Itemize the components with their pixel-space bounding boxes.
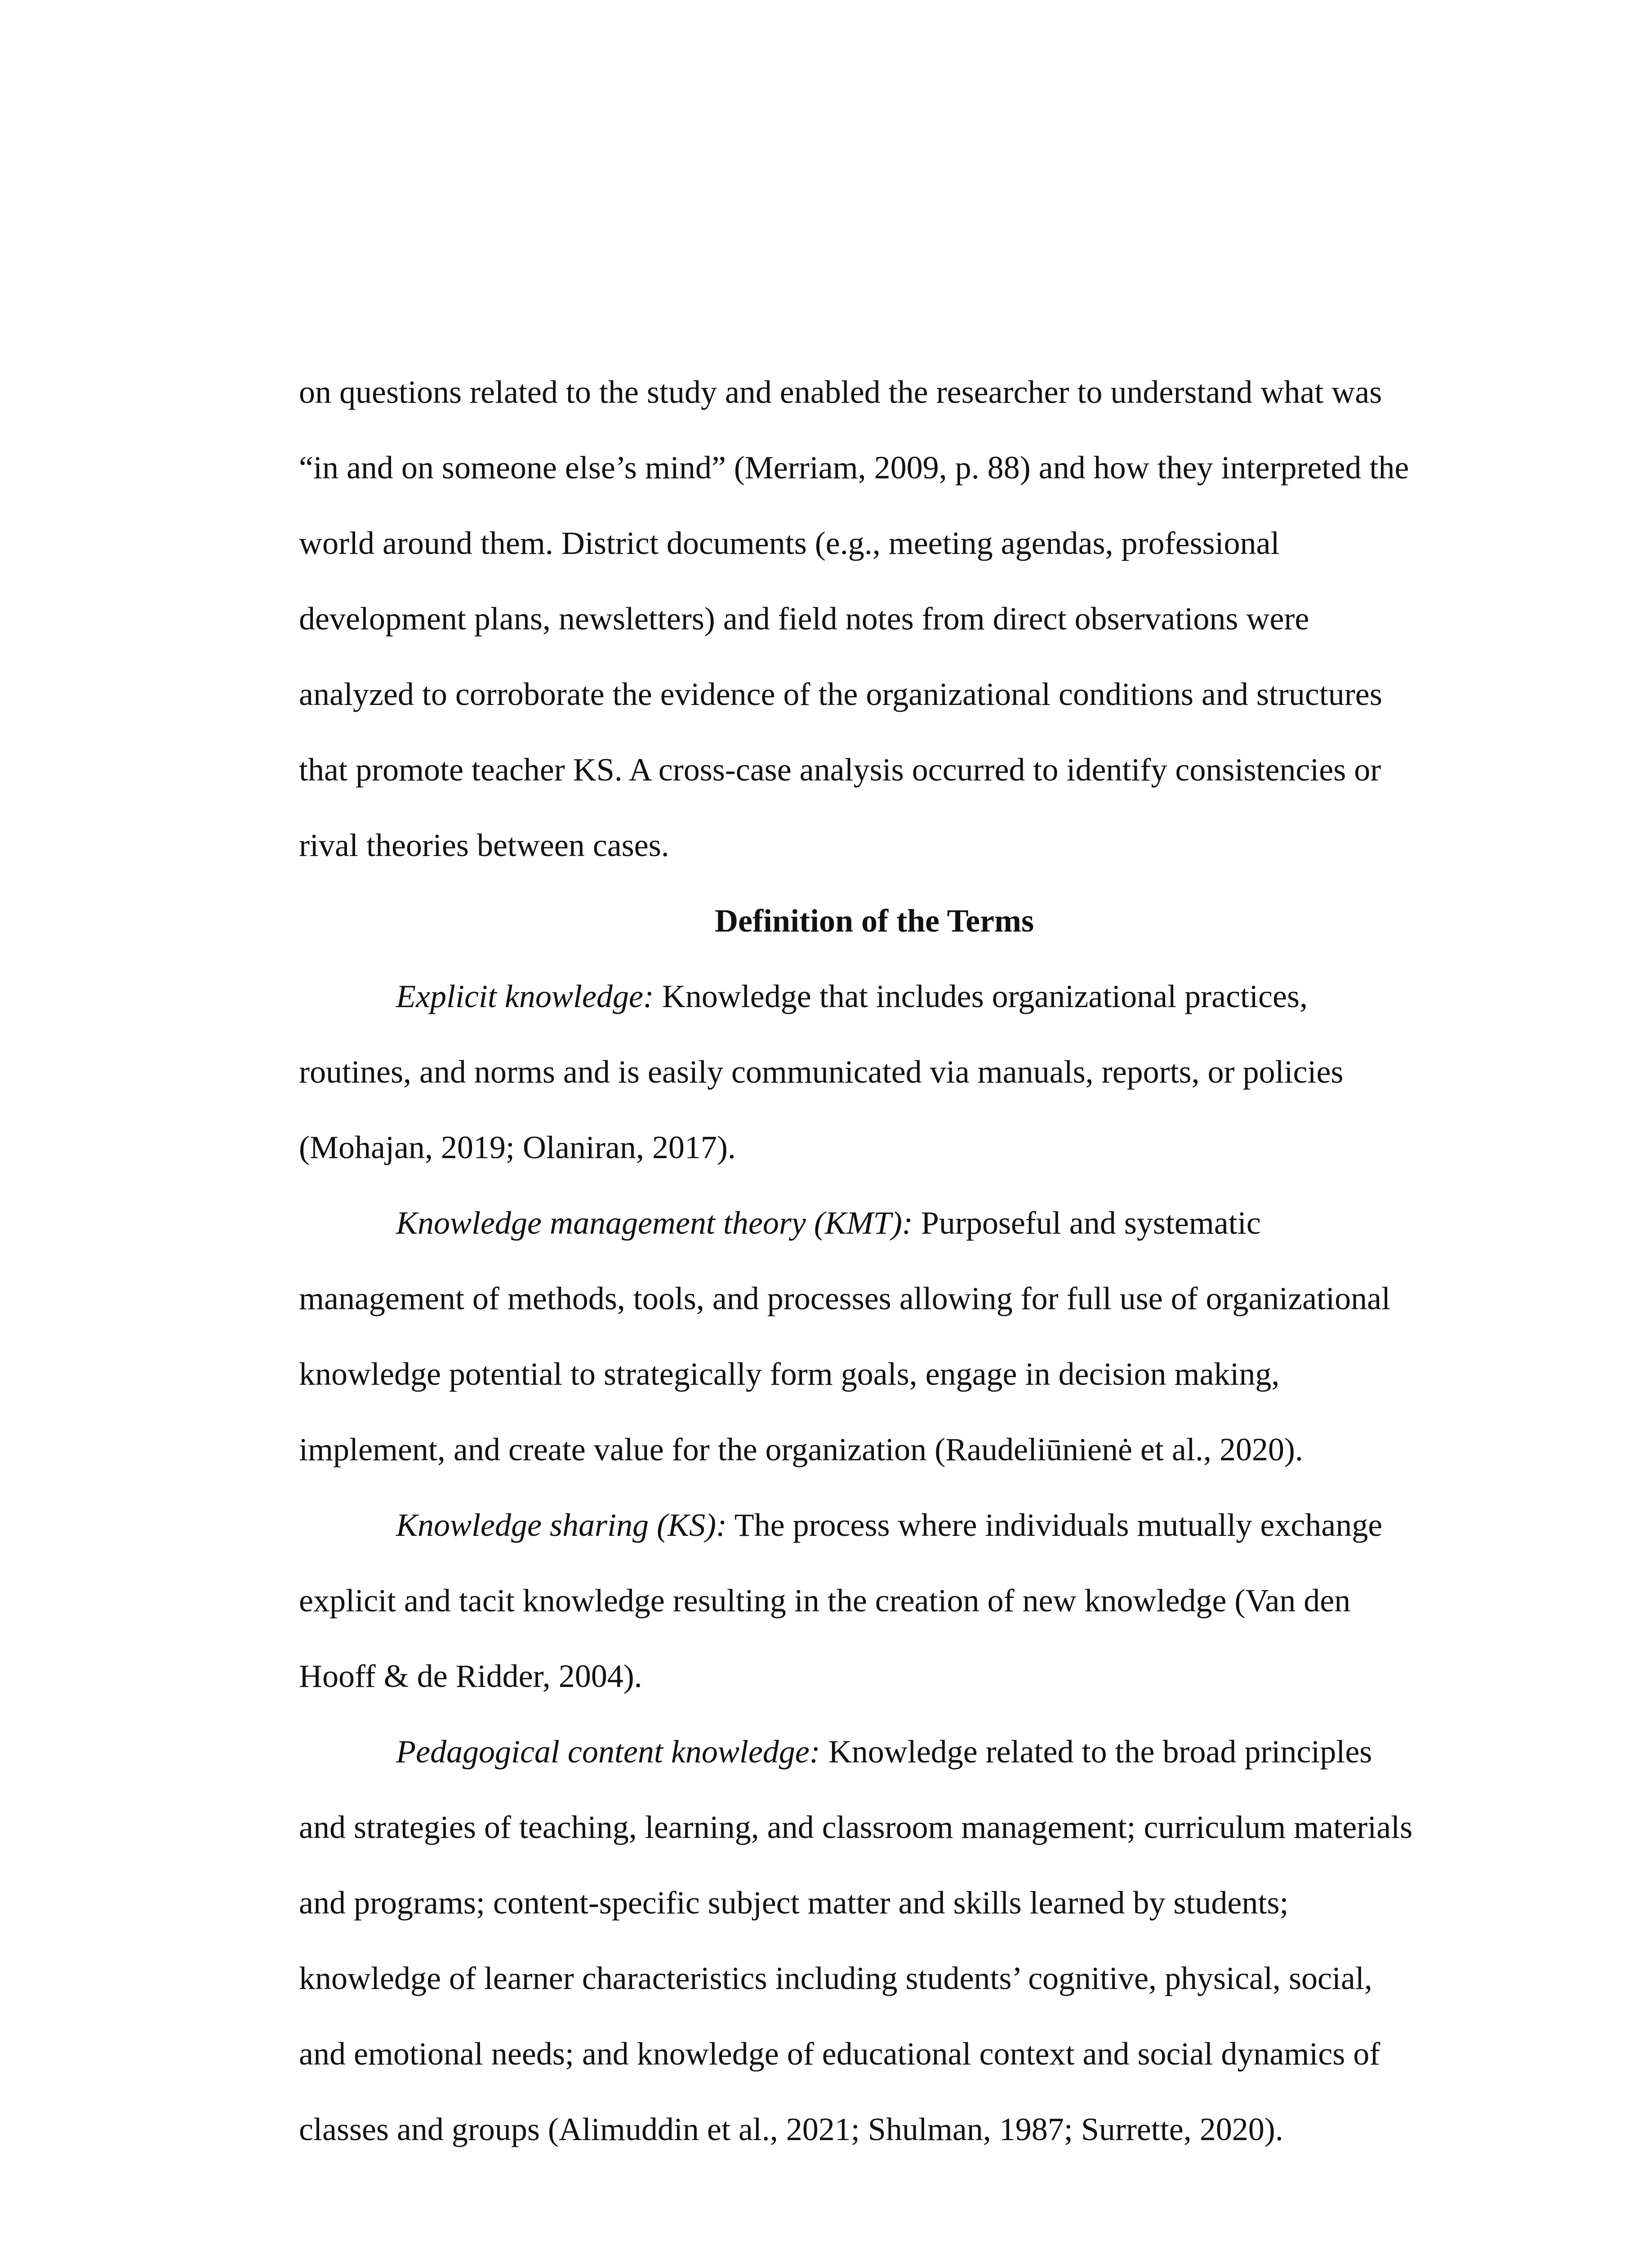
definition-entry (299, 959, 1450, 1185)
continuation-paragraph (299, 354, 1450, 883)
definition-text: The process where individuals mutually exchange (734, 1507, 1383, 1543)
text-line: and strategies of teaching, learning, and classroom management; curriculum materials (299, 1809, 1413, 1845)
definition-term: Knowledge sharing (KS): (396, 1507, 727, 1543)
text-line: development plans, newsletters) and field notes from direct observations were (299, 601, 1309, 637)
text-line: explicit and tacit knowledge resulting in the creation of new knowledge (Van den (299, 1583, 1351, 1619)
text-line: (Mohajan, 2019; Olaniran, 2017). (299, 1129, 736, 1165)
text-line: analyzed to corroborate the evidence of the organizational conditions and structures (299, 676, 1382, 712)
text-line: rival theories between cases. (299, 827, 669, 863)
definition-text: Knowledge that includes organizational practices, (662, 978, 1308, 1014)
text-line: and programs; content-specific subject matter and skills learned by students; (299, 1885, 1289, 1921)
text-line: implement, and create value for the organization (Raudeliūnienė et al., 2020). (299, 1432, 1303, 1467)
text-line: knowledge of learner characteristics including students’ cognitive, physical, social, (299, 1960, 1372, 1996)
definition-first-line (299, 1487, 1450, 1563)
text-line: world around them. District documents (e.g., meeting agendas, professional (299, 525, 1280, 561)
definition-first-line (299, 959, 1450, 1034)
text-line: “in and on someone else’s mind” (Merriam, 2009, p. 88) and how they interpreted the (299, 450, 1409, 486)
text-line: routines, and norms and is easily communicated via manuals, reports, or policies (299, 1054, 1344, 1090)
definition-text: Purposeful and systematic (921, 1205, 1261, 1241)
definition-text: Knowledge related to the broad principles (828, 1734, 1372, 1770)
body-text (299, 354, 1450, 2167)
definition-entry (299, 1714, 1450, 2167)
definition-first-line (299, 1714, 1450, 1789)
definition-entry (299, 1185, 1450, 1487)
definition-entry (299, 1487, 1450, 1714)
definition-term: Knowledge management theory (KMT): (396, 1205, 913, 1241)
definition-term: Pedagogical content knowledge: (396, 1734, 820, 1770)
text-line: on questions related to the study and enabled the researcher to understand what was (299, 374, 1382, 410)
text-line: and emotional needs; and knowledge of educational context and social dynamics of (299, 2036, 1380, 2072)
text-line: classes and groups (Alimuddin et al., 2021; Shulman, 1987; Surrette, 2020). (299, 2111, 1283, 2147)
text-line: that promote teacher KS. A cross-case analysis occurred to identify consistencies or (299, 752, 1381, 788)
text-line: Hooff & de Ridder, 2004). (299, 1658, 642, 1694)
text-line: management of methods, tools, and processes allowing for full use of organizational (299, 1280, 1391, 1316)
definition-term: Explicit knowledge: (396, 978, 654, 1014)
section-heading: Definition of the Terms (715, 903, 1034, 939)
text-line: knowledge potential to strategically form goals, engage in decision making, (299, 1356, 1280, 1392)
definition-first-line (299, 1185, 1450, 1261)
